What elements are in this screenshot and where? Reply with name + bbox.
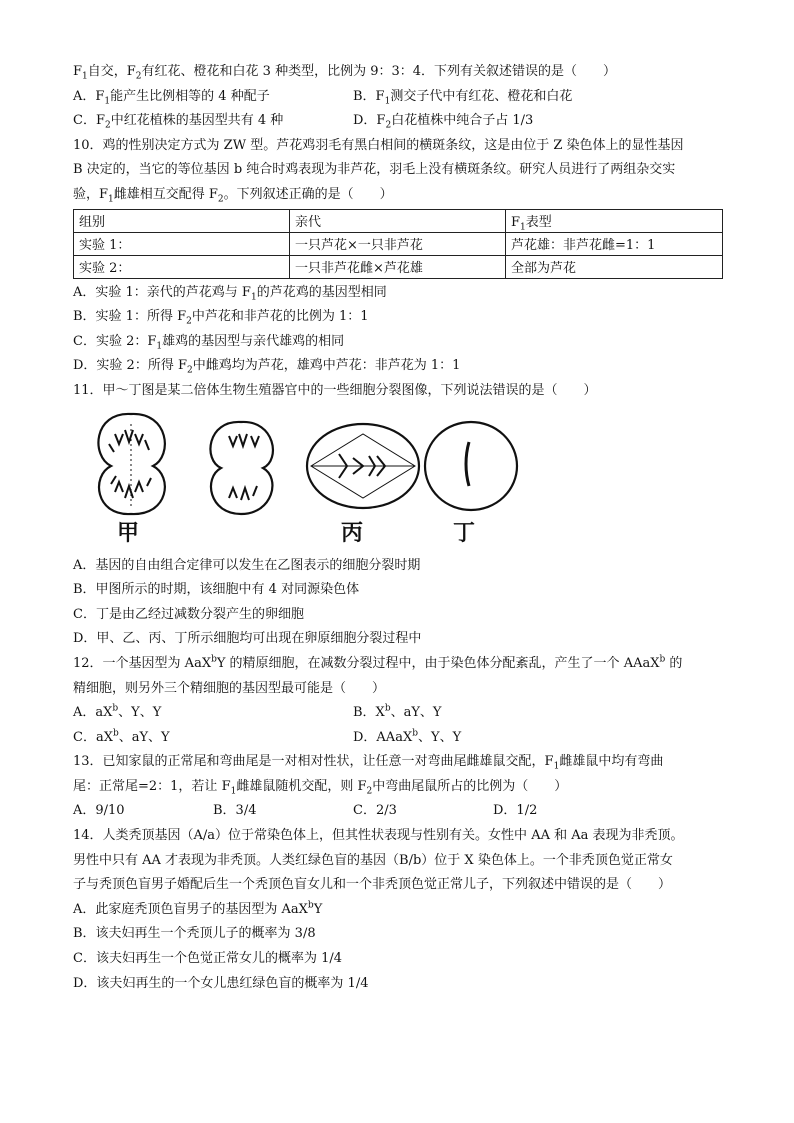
cell-ding-outline	[425, 422, 517, 510]
cell-division-figure	[73, 404, 723, 554]
q13-option-b[interactable]: B．3/4	[213, 803, 257, 819]
q12-stem-line-2: 精细胞，则另外三个精细胞的基因型最可能是（ ）	[73, 680, 386, 696]
q11-option-d[interactable]: D．甲、乙、丙、丁所示细胞均可出现在卵原细胞分裂过程中	[73, 631, 422, 647]
table-header-f1-phenotype: $F_1$表型	[506, 209, 723, 232]
figure-label-jia: 甲	[117, 519, 140, 546]
q13-option-d[interactable]: D．1/2	[493, 803, 538, 819]
q14-option-a[interactable]: A．此家庭秃顶色盲男子的基因型为 AaX$^b$Y	[73, 900, 323, 917]
q13-option-c[interactable]: C．2/3	[353, 803, 397, 819]
q10-stem-line-1: 10．鸡的性别决定方式为 ZW 型。芦花鸡羽毛有黑白相间的横斑条纹，这是由位于 Z 染色体上的显性基因	[73, 137, 684, 153]
q9-option-c[interactable]: C．$F_2$中红花植株的基因型共有 4 种	[73, 113, 284, 131]
q13-option-a[interactable]: A．9/10	[73, 803, 125, 819]
q9-option-d[interactable]: D．$F_2$白花植株中纯合子占 1/3	[353, 113, 534, 131]
q14-option-b[interactable]: B．该夫妇再生一个秃顶儿子的概率为 3/8	[73, 926, 316, 942]
q9-option-b[interactable]: B．$F_1$测交子代中有红花、橙花和白花	[353, 88, 573, 107]
q9-options-row-2	[73, 109, 723, 134]
table-row	[74, 255, 723, 278]
q10-option-c[interactable]: C．实验 2：$F_1$雄鸡的基因型与亲代雄鸡的相同	[73, 333, 345, 352]
q13-options-row	[73, 799, 723, 824]
table-cell: 芦花雄：非芦花雌=1：1	[506, 232, 723, 255]
figure-label-bing: 丙	[341, 519, 364, 546]
q12-option-c[interactable]: C．$aX^b$、aY、Y	[73, 728, 170, 745]
q12-stem-line-1: 12．一个基因型为 AaX$^b$Y 的精原细胞，在减数分裂过程中，由于染色体分配紊乱，产生了一个 AAaX$^b$ 的	[73, 654, 683, 671]
q10-cross-table	[73, 209, 723, 279]
table-cell: 实验 2：	[74, 255, 290, 278]
q10-option-a[interactable]: A．实验 1：亲代的芦花鸡与 $F_1$的芦花鸡的基因型相同	[73, 284, 387, 303]
q9-option-a[interactable]: A．$F_1$能产生比例相等的 4 种配子	[73, 88, 270, 107]
q12-option-b[interactable]: B．$X^b$、aY、Y	[353, 703, 442, 721]
table-header-row	[74, 209, 723, 232]
q13-stem-line-2: 尾：正常尾=2：1，若让 $F_1$雌雄鼠随机交配，则 $F_2$中弯曲尾鼠所占的比例为（ ）	[73, 778, 568, 797]
q11-option-b[interactable]: B．甲图所示的时期，该细胞中有 4 对同源染色体	[73, 582, 360, 598]
q12-option-a[interactable]: A．$aX^b$、Y、Y	[73, 703, 162, 721]
q11-stem: 11．甲～丁图是某二倍体生物生殖器官中的一些细胞分裂图像，下列说法错误的是（ ）	[73, 382, 597, 398]
figure-label-ding: 丁	[453, 519, 476, 546]
cell-division-drawings	[73, 404, 723, 554]
q14-option-c[interactable]: C．该夫妇再生一个色觉正常女儿的概率为 1/4	[73, 951, 343, 967]
table-cell: 实验 1：	[74, 232, 290, 255]
q12-options-row-2	[73, 726, 723, 751]
q10-stem-line-2: B 决定的，当它的等位基因 b 纯合时鸡表现为非芦花，羽毛上没有横斑条纹。研究人员进行了两组杂交实	[73, 162, 676, 178]
table-header-group: 组别	[74, 209, 290, 232]
q12-options-row-1	[73, 701, 723, 726]
table-header-parents: 亲代	[290, 209, 506, 232]
q13-stem-line-1: 13．已知家鼠的正常尾和弯曲尾是一对相对性状，让任意一对弯曲尾雌雄鼠交配，$F_1$雌雄鼠中均有弯曲	[73, 754, 664, 772]
exam-page	[73, 60, 723, 996]
cell-jia-outline	[98, 413, 164, 513]
table-cell: 一只芦花×一只非芦花	[290, 232, 506, 255]
q11-option-c[interactable]: C．丁是由乙经过减数分裂产生的卵细胞	[73, 606, 304, 622]
q14-option-d[interactable]: D．该夫妇再生的一个女儿患红绿色盲的概率为 1/4	[73, 975, 369, 991]
q10-stem-line-3: 验，$F_1$雌雄相互交配得 $F_2$。下列叙述正确的是（ ）	[73, 186, 393, 205]
q14-stem-line-1: 14．人类秃顶基因（A/a）位于常染色体上，但其性状表现与性别有关。女性中 AA 和 Aa 表现为非秃顶。	[73, 828, 684, 844]
table-cell: 一只非芦花雌×芦花雄	[290, 255, 506, 278]
q11-option-a[interactable]: A．基因的自由组合定律可以发生在乙图表示的细胞分裂时期	[73, 557, 421, 573]
q12-option-d[interactable]: D．AAaX$^b$、Y、Y	[353, 728, 462, 745]
table-row	[74, 232, 723, 255]
q14-stem-line-3: 子与秃顶色盲男子婚配后生一个秃顶色盲女儿和一个非秃顶色觉正常儿子，下列叙述中错误的是（ ）	[73, 877, 672, 893]
table-cell: 全部为芦花	[506, 255, 723, 278]
q14-stem-line-2: 男性中只有 AA 才表现为非秃顶。人类红绿色盲的基因（B/b）位于 X 染色体上。一个非秃顶色觉正常女	[73, 852, 673, 868]
q10-option-d[interactable]: D．实验 2：所得 $F_2$中雌鸡均为芦花，雄鸡中芦花：非芦花为 1：1	[73, 358, 461, 376]
q10-option-b[interactable]: B．实验 1：所得 $F_2$中芦花和非芦花的比例为 1：1	[73, 309, 369, 327]
q9-stem-line: $F_1$自交，$F_2$有红花、橙花和白花 3 种类型，比例为 9：3：4．下列有关叙述错误的是（ ）	[73, 64, 617, 82]
q9-options-row-1	[73, 85, 723, 110]
